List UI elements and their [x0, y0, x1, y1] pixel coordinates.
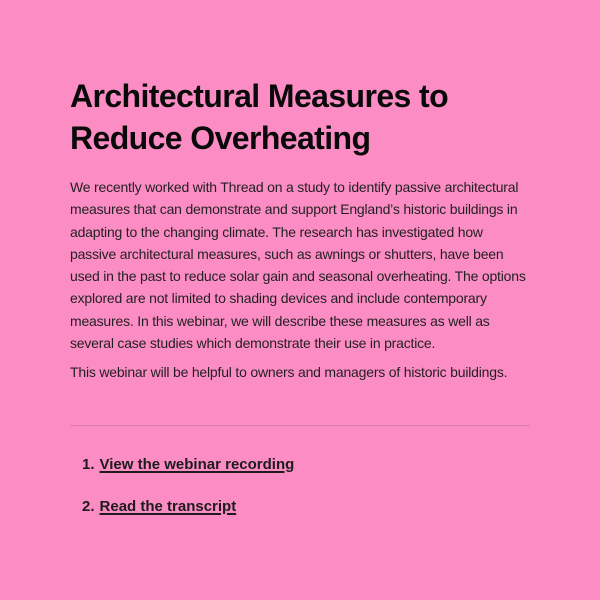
list-item-transcript — [82, 496, 530, 518]
intro-paragraph: We recently worked with Thread on a study to identify passive architectural measures that can demonstrate and support England’s historic buildings in adapting to the changing climate. The research has investigated how passive architectural measures, such as awnings or shutters, have been used in the past to reduce solar gain and seasonal overheating. The options explored are not limited to shading devices and include contemporary measures. In this webinar, we will describe these measures as well as several case studies which demonstrate their use in practice. — [70, 179, 526, 352]
section-divider — [70, 425, 530, 426]
webinar-recording-link[interactable]: View the webinar recording — [99, 455, 295, 473]
resource-list — [70, 454, 530, 518]
list-number: 1. — [82, 455, 95, 473]
transcript-link[interactable]: Read the transcript — [99, 497, 237, 515]
page-title: Architectural Measures to Reduce Overheating — [70, 78, 449, 156]
audience-note-paragraph: This webinar will be helpful to owners and managers of historic buildings. — [70, 364, 508, 381]
list-item-webinar-recording — [82, 454, 530, 476]
list-number: 2. — [82, 497, 95, 515]
